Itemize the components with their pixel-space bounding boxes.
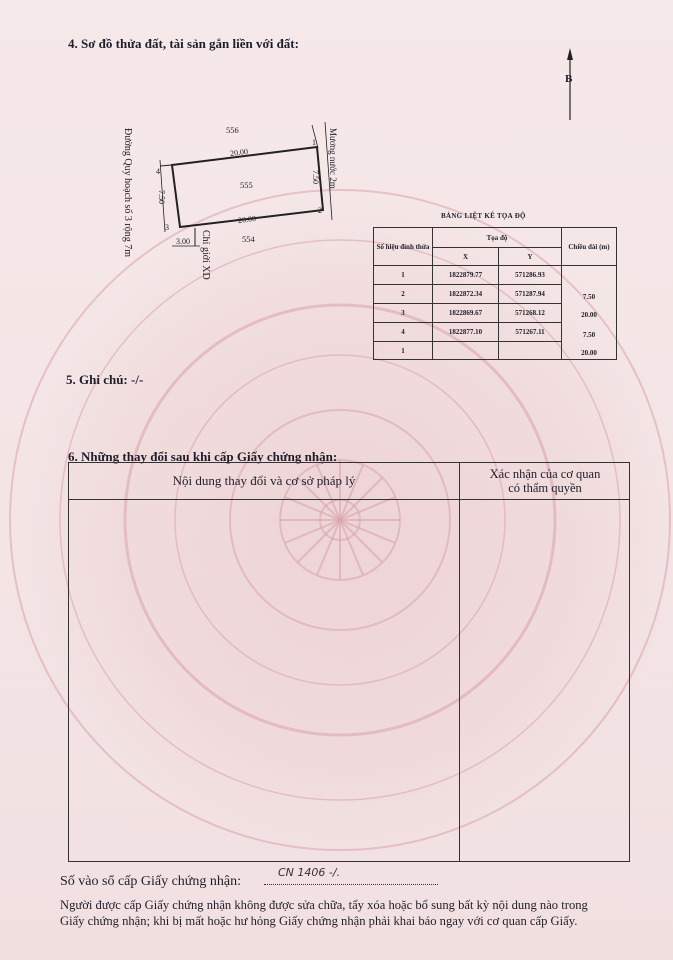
vertex-3-label: 3 <box>165 223 169 232</box>
vertex-1-label: 1 <box>312 138 316 147</box>
edge-bottom-length: 20.00 <box>237 213 257 226</box>
x-cell: 1822879.77 <box>433 266 499 285</box>
x-cell: 1822877.10 <box>433 323 499 342</box>
point-cell: 1 <box>374 342 433 360</box>
x-cell: 1822872.34 <box>433 285 499 304</box>
changes-table <box>68 462 630 862</box>
length-2: 20.00 <box>581 311 597 319</box>
vertex-4-label: 4 <box>156 167 160 176</box>
header-y: Y <box>499 248 562 266</box>
coord-table-caption: BẢNG LIỆT KÊ TỌA ĐỘ <box>441 212 526 220</box>
point-cell: 2 <box>374 285 433 304</box>
y-cell: 571286.93 <box>499 266 562 285</box>
x-cell <box>433 342 499 360</box>
length-1: 7.50 <box>582 293 596 301</box>
coordinate-table <box>373 227 617 360</box>
parcel-555-label: 555 <box>240 180 253 190</box>
road-label: Đường Quy hoạch số 3 rộng 7m <box>122 128 133 258</box>
notice-line-2: Giấy chứng nhận; khi bị mất hoặc hư hỏng Giấy chứng nhận phải khai báo ngay với cơ quan cấp Giấy. <box>60 914 578 928</box>
register-number-dotted-line <box>264 884 438 885</box>
setback-label: Chỉ giới XD <box>200 230 211 280</box>
point-cell: 4 <box>374 323 433 342</box>
edge-left-length: 7.50 <box>157 190 166 204</box>
section-5-title: 5. Ghi chú: -/- <box>66 372 144 387</box>
length-column <box>562 266 617 360</box>
authority-confirmation-header <box>459 463 631 499</box>
section-6-title: 6. Những thay đổi sau khi cấp Giấy chứng nhận: <box>68 449 338 464</box>
edge-top-length: 20.00 <box>229 146 249 159</box>
column-divider <box>459 463 460 861</box>
register-number-value: CN 1406 -/. <box>278 866 341 879</box>
y-cell: 571287.94 <box>499 285 562 304</box>
header-x: X <box>433 248 499 266</box>
north-label: B <box>565 73 573 85</box>
header-coord: Tọa độ <box>433 228 562 248</box>
parcel-556-label: 556 <box>226 125 239 135</box>
section-4-title: 4. Sơ đồ thửa đất, tài sản gắn liền với đất: <box>68 36 299 51</box>
table-row <box>374 266 617 285</box>
setback-distance: 3.00 <box>176 237 190 246</box>
changes-content-header: Nội dung thay đổi và cơ sở pháp lý <box>172 473 356 488</box>
length-4: 20.00 <box>581 349 597 357</box>
header-point: Số hiệu đỉnh thửa <box>374 228 433 266</box>
y-cell <box>499 342 562 360</box>
x-cell: 1822869.67 <box>433 304 499 323</box>
authority-header-line-2: có thẩm quyền <box>508 481 582 495</box>
vertex-2-label: 2 <box>318 206 322 215</box>
y-cell: 571268.12 <box>499 304 562 323</box>
ditch-label: Mương nước 2m <box>328 128 338 189</box>
point-cell: 1 <box>374 266 433 285</box>
parcel-554-label: 554 <box>242 234 255 244</box>
register-number-label: Số vào sổ cấp Giấy chứng nhận: <box>60 874 241 889</box>
edge-right-length: 7.50 <box>311 170 320 184</box>
header-length: Chiều dài (m) <box>562 228 617 266</box>
authority-header-line-1: Xác nhận của cơ quan <box>489 467 601 481</box>
point-cell: 3 <box>374 304 433 323</box>
length-3: 7.50 <box>582 331 596 339</box>
y-cell: 571267.11 <box>499 323 562 342</box>
notice-line-1: Người được cấp Giấy chứng nhận không được sửa chữa, tẩy xóa hoặc bổ sung bất kỳ nội dung nào trong <box>60 898 588 912</box>
